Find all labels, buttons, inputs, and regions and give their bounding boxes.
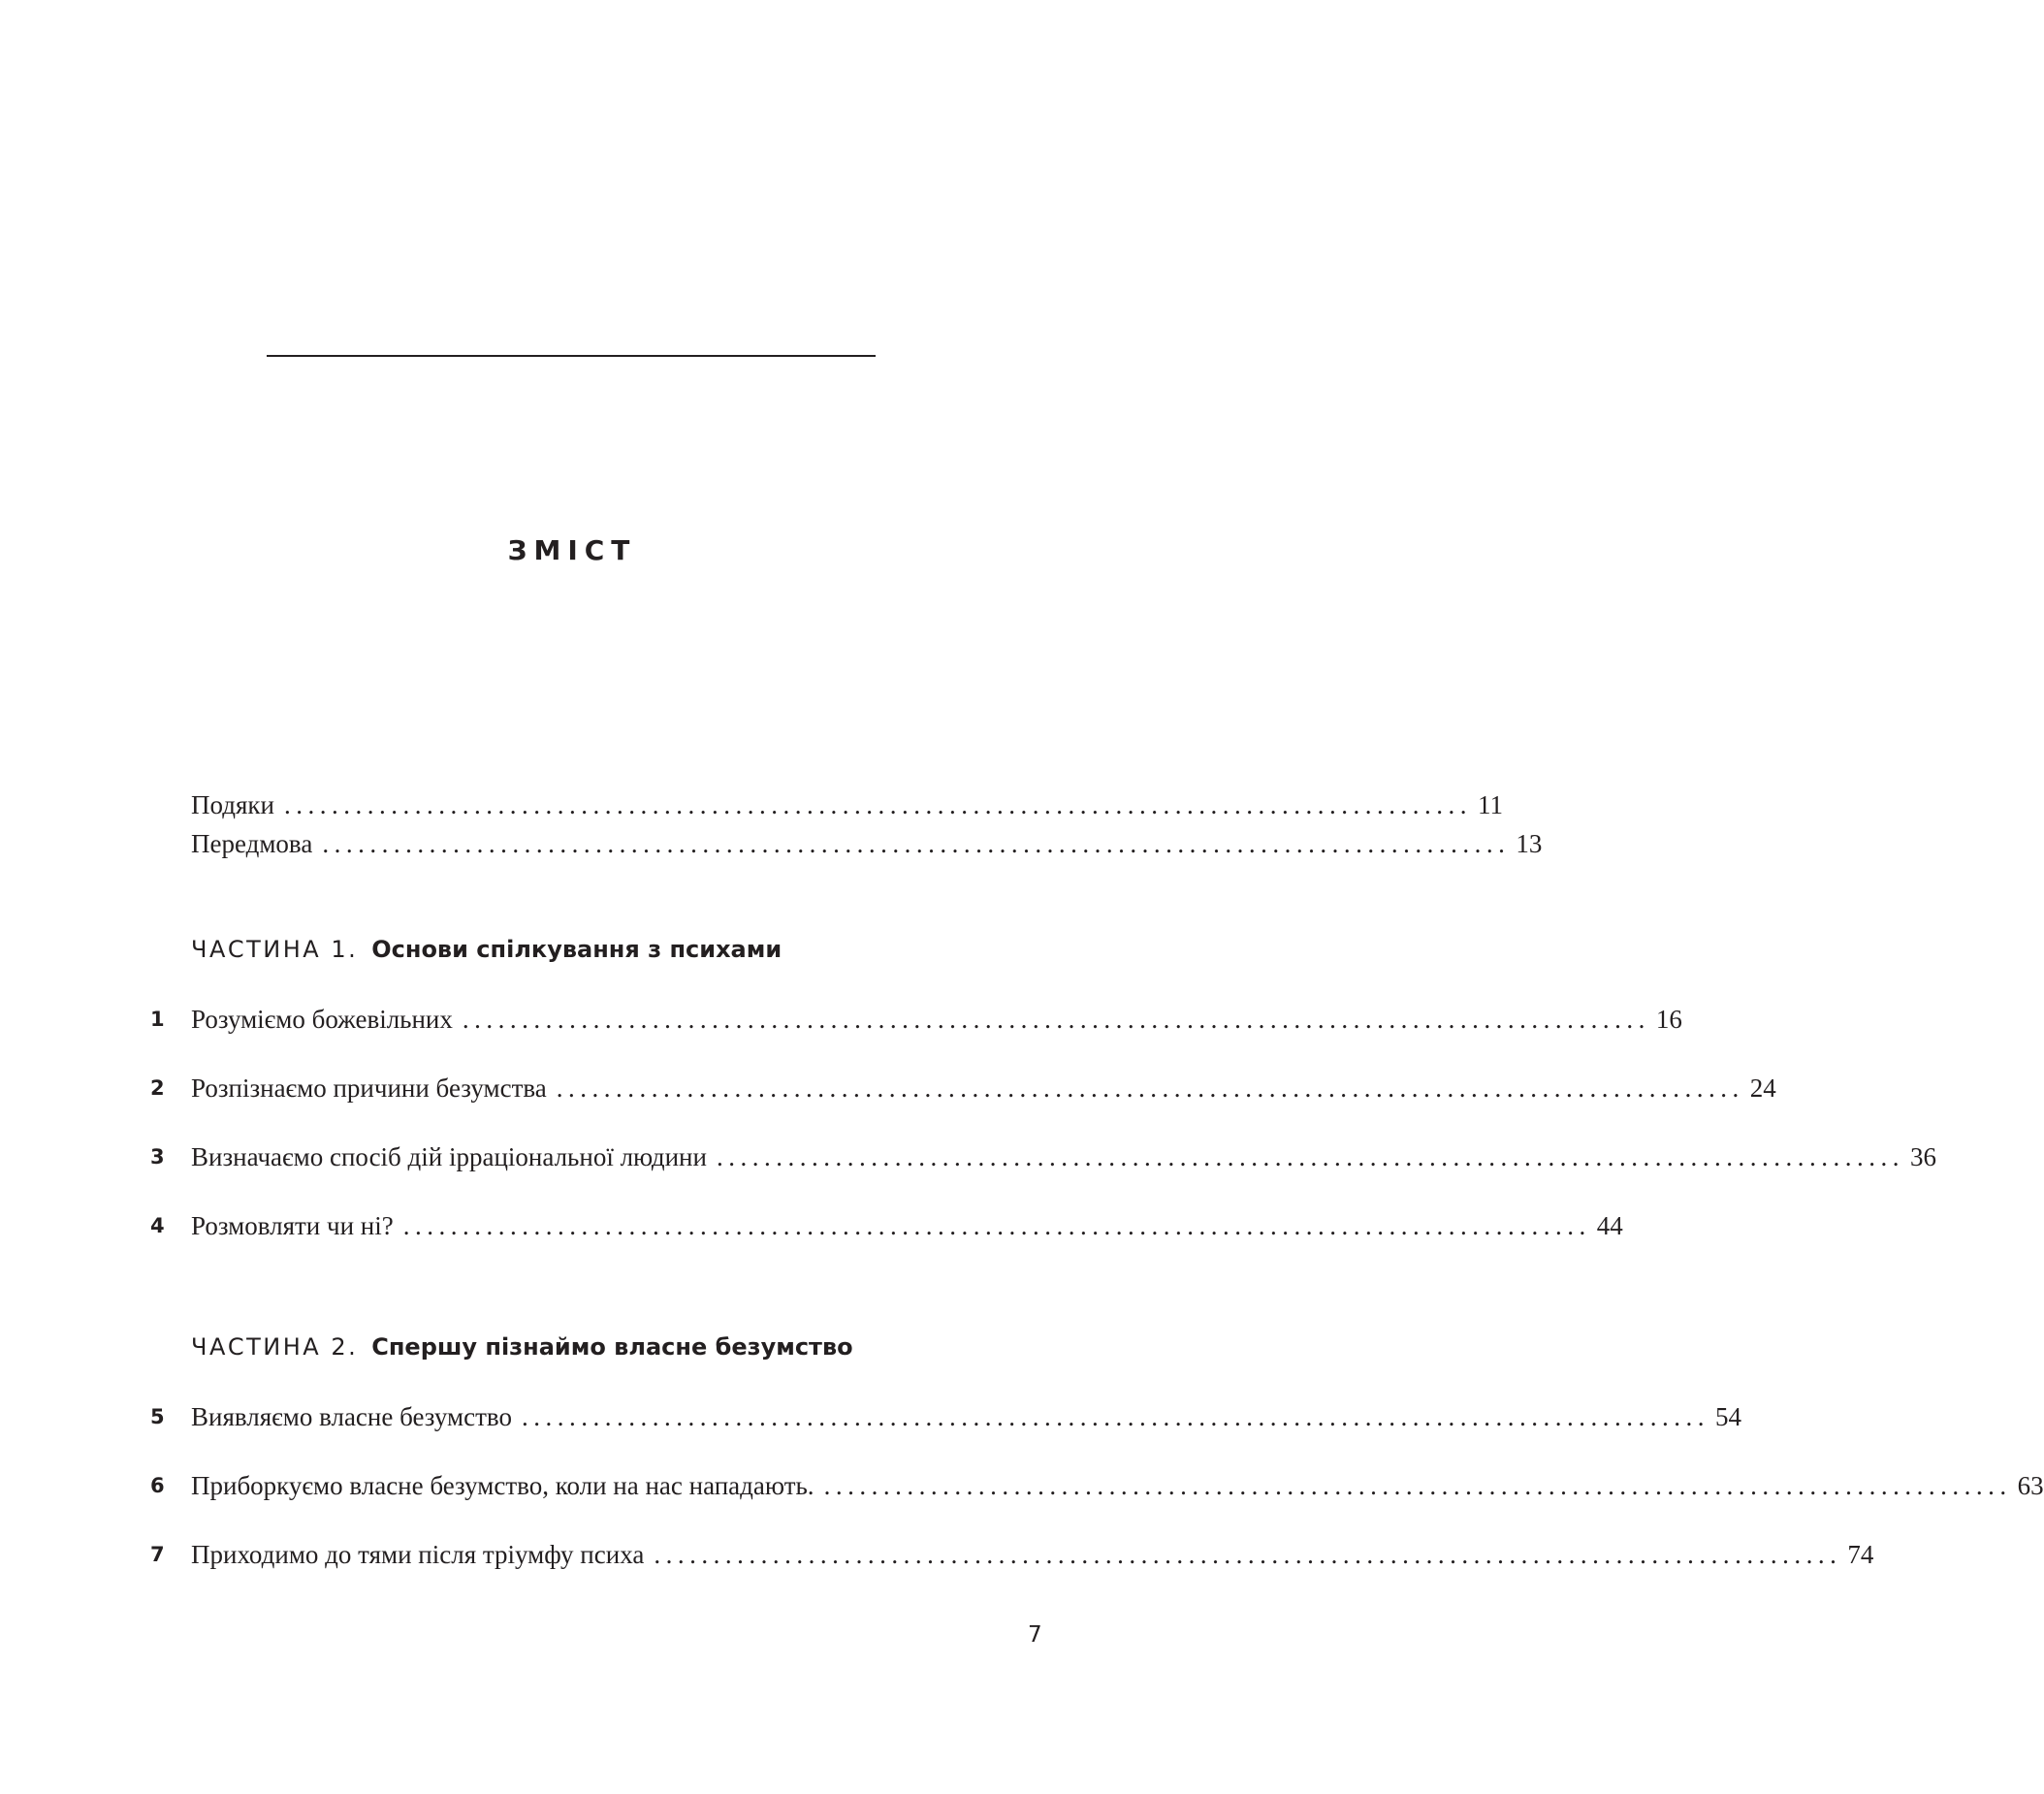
toc-entry-page: 13 bbox=[1516, 829, 1543, 858]
part-heading-1 bbox=[191, 930, 782, 969]
part-label: ЧАСТИНА 1. bbox=[191, 936, 359, 963]
toc-entry-text: Виявляємо власне безумство bbox=[191, 1402, 512, 1431]
toc-entry-text: Розпізнаємо причини безумства bbox=[191, 1073, 547, 1103]
toc-entry-page: 24 bbox=[1749, 1073, 1776, 1103]
toc-leader-dots: .................................................................................................... bbox=[283, 790, 1472, 819]
toc-entry-chapter-1 bbox=[191, 1000, 1682, 1039]
chapter-number: 5 bbox=[150, 1405, 165, 1428]
toc-entry-text: Визначаємо спосіб дій ірраціональної людини bbox=[191, 1142, 707, 1171]
chapter-number: 4 bbox=[150, 1214, 165, 1237]
toc-entry-page: 44 bbox=[1596, 1211, 1623, 1240]
toc-leader-dots: .................................................................................................... bbox=[556, 1073, 1744, 1103]
chapter-number: 3 bbox=[150, 1145, 165, 1169]
toc-entry-acknowledgements bbox=[191, 785, 1503, 824]
toc-entry-text: Передмова bbox=[191, 829, 313, 858]
page-number: 7 bbox=[1028, 1622, 1042, 1648]
toc-leader-dots: .................................................................................................... bbox=[402, 1211, 1591, 1240]
toc-entry-chapter-5 bbox=[191, 1397, 1741, 1436]
toc-entry-text: Розмовляти чи ні? bbox=[191, 1211, 394, 1240]
toc-entry-text: Приходимо до тями після тріумфу психа bbox=[191, 1540, 645, 1569]
page-title: ЗМІСТ bbox=[507, 534, 637, 566]
part-title: Спершу пізнаймо власне безумство bbox=[371, 1333, 853, 1361]
part-heading-2 bbox=[191, 1328, 853, 1366]
toc-entry-chapter-7 bbox=[191, 1535, 1874, 1574]
toc-entry-page: 16 bbox=[1655, 1005, 1682, 1034]
toc-entry-page: 63 bbox=[2017, 1471, 2044, 1500]
toc-entry-page: 54 bbox=[1714, 1402, 1741, 1431]
toc-entry-preface bbox=[191, 824, 1543, 863]
chapter-number: 6 bbox=[150, 1474, 165, 1497]
toc-leader-dots: .................................................................................................... bbox=[823, 1471, 2012, 1500]
toc-entry-page: 11 bbox=[1477, 790, 1503, 819]
chapter-number: 1 bbox=[150, 1008, 165, 1031]
toc-leader-dots: .................................................................................................... bbox=[462, 1005, 1650, 1034]
toc-leader-dots: .................................................................................................... bbox=[322, 829, 1511, 858]
toc-entry-chapter-4 bbox=[191, 1206, 1623, 1245]
toc-entry-page: 36 bbox=[1909, 1142, 1936, 1171]
toc-entry-text: Приборкуємо власне безумство, коли на нас нападають. bbox=[191, 1471, 814, 1500]
toc-entry-chapter-6 bbox=[191, 1466, 2044, 1505]
toc-entry-text: Розуміємо божевільних bbox=[191, 1005, 453, 1034]
chapter-number: 7 bbox=[150, 1543, 165, 1566]
toc-leader-dots: .................................................................................................... bbox=[521, 1402, 1709, 1431]
part-label: ЧАСТИНА 2. bbox=[191, 1333, 359, 1361]
top-rule bbox=[267, 355, 876, 357]
part-title: Основи спілкування з психами bbox=[371, 936, 782, 963]
toc-entry-text: Подяки bbox=[191, 790, 274, 819]
toc-entry-chapter-3 bbox=[191, 1137, 1936, 1176]
toc-leader-dots: .................................................................................................... bbox=[716, 1142, 1904, 1171]
toc-leader-dots: .................................................................................................... bbox=[654, 1540, 1842, 1569]
chapter-number: 2 bbox=[150, 1076, 165, 1100]
toc-entry-page: 74 bbox=[1847, 1540, 1874, 1569]
toc-entry-chapter-2 bbox=[191, 1069, 1776, 1107]
